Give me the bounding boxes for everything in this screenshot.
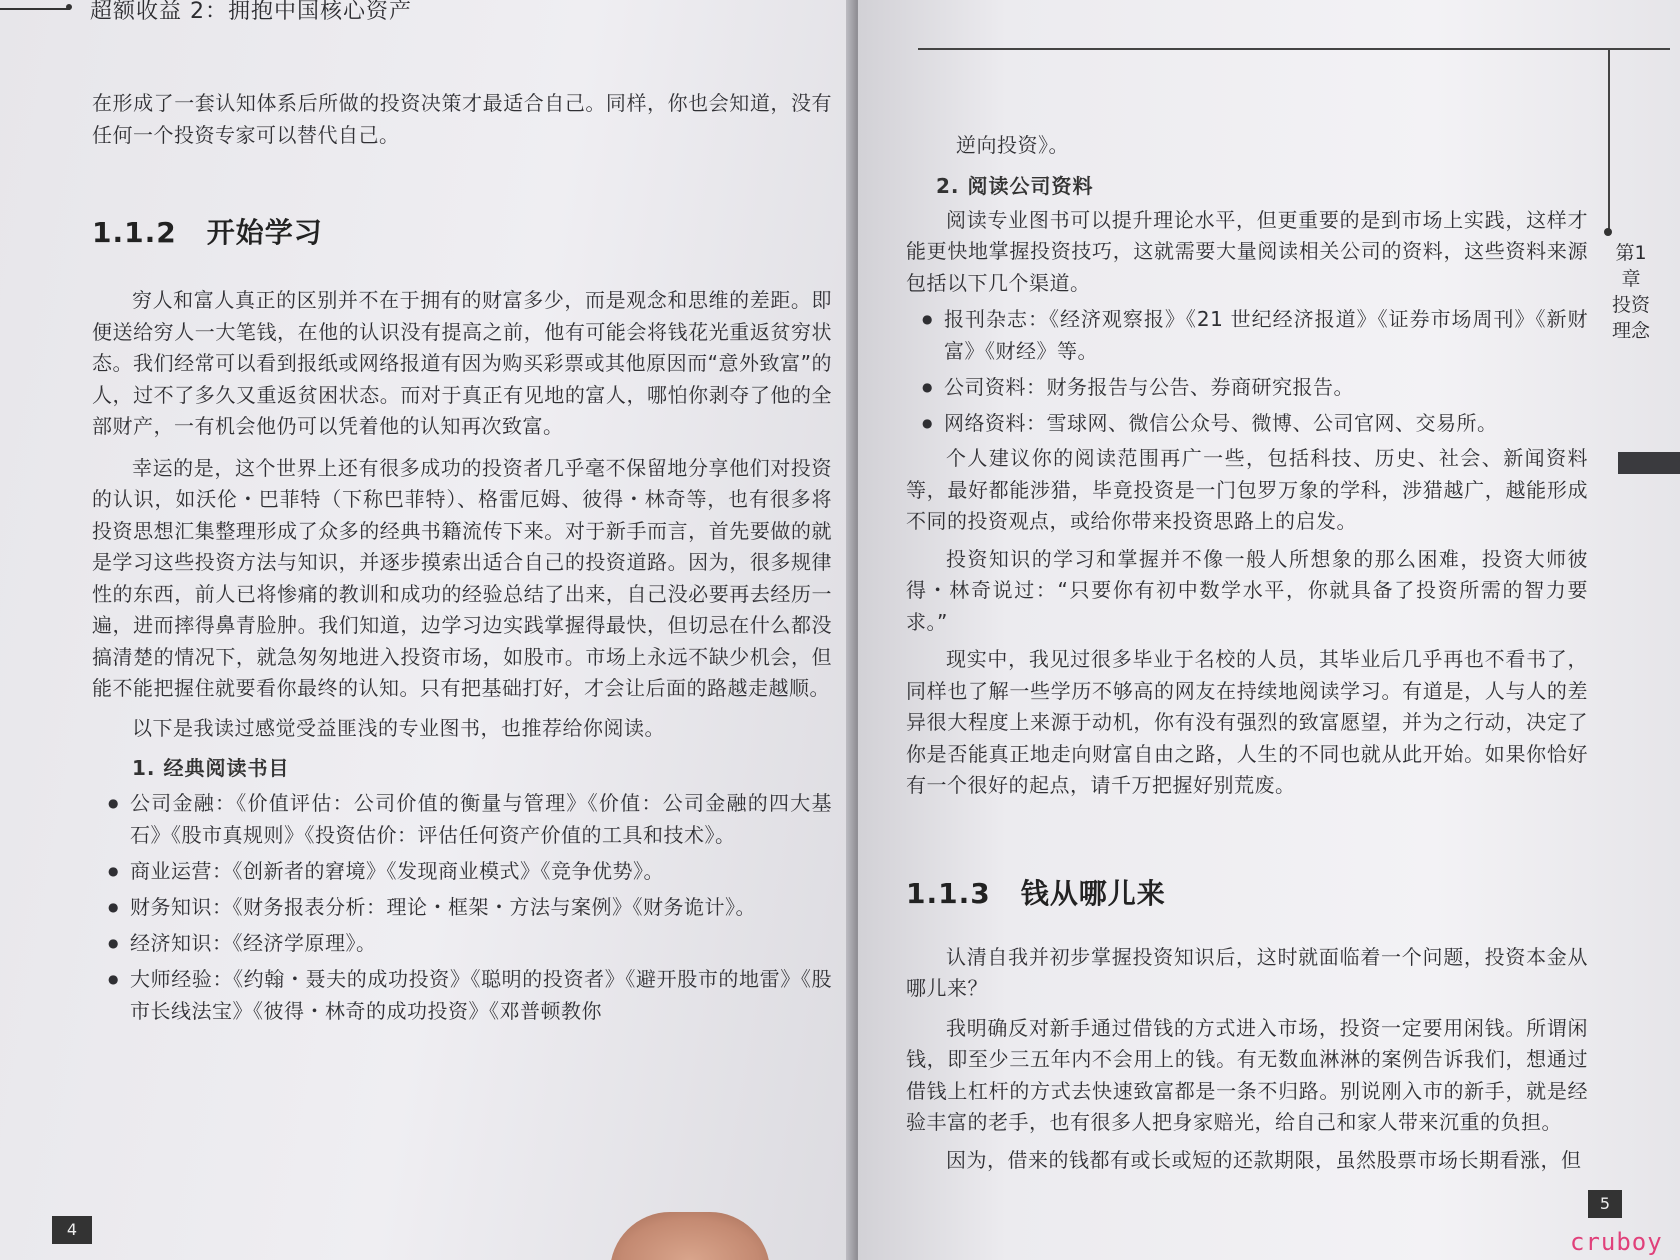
chapter-tab: 第1章 投资理念 <box>1612 242 1651 342</box>
list-item: ● 网络资料：雪球网、微信公众号、微博、公司官网、交易所。 <box>906 407 1588 439</box>
page-number: 5 <box>1588 1190 1622 1218</box>
thumb <box>610 1212 770 1260</box>
section-heading-1-1-3 <box>906 872 1588 912</box>
list-item: ● 财务知识：《财务报表分析：理论・框架・方法与案例》《财务诡计》。 <box>92 891 832 923</box>
right-page <box>858 0 1680 1260</box>
list-item: ● 经济知识：《经济学原理》。 <box>92 927 832 959</box>
section-number: 1.1.2 <box>92 216 177 249</box>
list-item: ● 公司金融：《价值评估：公司价值的衡量与管理》《价值：公司金融的四大基石》《股市真规则》《投资估价：评估任何资产价值的工具和技术》。 <box>92 787 832 851</box>
paragraph: 认清自我并初步掌握投资知识后，这时就面临着一个问题，投资本金从哪儿来？ <box>906 944 1588 1000</box>
list-item: ● 商业运营：《创新者的窘境》《发现商业模式》《竞争优势》。 <box>92 855 832 887</box>
right-page-body <box>906 130 1588 1176</box>
running-head-dot <box>66 4 72 10</box>
intro-paragraph: 在形成了一套认知体系后所做的投资决策才最适合自己。同样，你也会知道，没有任何一个投资专家可以替代自己。 <box>92 91 832 147</box>
frame-rule <box>918 48 1670 50</box>
paragraph: 个人建议你的阅读范围再广一些，包括科技、历史、社会、新闻资料等，最好都能涉猎，毕竟投资是一门包罗万象的学科，涉猎越广，越能形成不同的投资观点，或给你带来投资思路上的启发。 <box>906 446 1588 533</box>
running-head: 超额收益 2：拥抱中国核心资产 <box>90 0 412 24</box>
frame-dot <box>1604 228 1612 236</box>
paragraph: 阅读专业图书可以提升理论水平，但更重要的是到市场上实践，这样才能更快地掌握投资技巧，这就需要大量阅读相关公司的资料，这些资料来源包括以下几个渠道。 <box>906 207 1588 295</box>
section-title: 开始学习 <box>206 216 323 249</box>
paragraph: 投资知识的学习和掌握并不像一般人所想象的那么困难，投资大师彼得・林奇说过：“只要你有初中数学水平，你就具备了投资所需的智力要求。” <box>906 546 1588 634</box>
watermark: cruboy <box>1570 1228 1663 1256</box>
list-item: ● 大师经验：《约翰・聂夫的成功投资》《聪明的投资者》《避开股市的地雷》《股市长线法宝》《彼得・林奇的成功投资》《邓普顿教你 <box>92 963 832 1027</box>
paragraph: 以下是我读过感觉受益匪浅的专业图书，也推荐给你阅读。 <box>132 715 665 740</box>
chapter-marker <box>1618 452 1680 474</box>
left-page-body <box>92 88 832 1031</box>
paragraph: 逆向投资》。 <box>956 133 1069 157</box>
section-title: 钱从哪儿来 <box>1020 876 1166 910</box>
channel-list <box>906 303 1588 439</box>
paragraph: 现实中，我见过很多毕业于名校的人员，其毕业后几乎再也不看书了，同样也了解一些学历不够高的网友在持续地阅读学习。有道是，人与人的差异很大程度上来源于动机，你有没有强烈的致富愿望，并为之行动，决定了你是否能真正地走向财富自由之路，人生的不同也就从此开始。如果你恰好有一个很好的起点，请千万把握好别荒废。 <box>906 647 1588 797</box>
list-item: ● 报刊杂志：《经济观察报》《21 世纪经济报道》《证券市场周刊》《新财富》《财经》等。 <box>906 303 1588 367</box>
paragraph: 因为，借来的钱都有或长或短的还款期限，虽然股票市场长期看涨，但 <box>946 1147 1582 1172</box>
paragraph: 我明确反对新手通过借钱的方式进入市场，投资一定要用闲钱。所谓闲钱，即至少三五年内不会用上的钱。有无数血淋淋的案例告诉我们，想通过借钱上杠杆的方式去快速致富都是一条不归路。别说刚入市的新手，就是经验丰富的老手，也有很多人把身家赔光，给自己和家人带来沉重的负担。 <box>906 1015 1588 1134</box>
subheading-classic-books: 1. 经典阅读书目 <box>132 756 290 780</box>
list-item: ● 公司资料：财务报告与公告、券商研究报告。 <box>906 371 1588 403</box>
frame-rule <box>1608 48 1610 233</box>
subheading-company-data: 2. 阅读公司资料 <box>936 173 1094 198</box>
section-heading-1-1-2 <box>92 211 832 251</box>
running-head-rule <box>0 8 70 10</box>
paragraph: 幸运的是，这个世界上还有很多成功的投资者几乎毫不保留地分享他们对投资的认识，如沃伦・巴菲特（下称巴菲特）、格雷厄姆、彼得・林奇等，也有很多将投资思想汇集整理形成了众多的经典书籍流传下来。对于新手而言，首先要做的就是学习这些投资方法与知识，并逐步摸索出适合自己的投资道路。因为，很多规律性的东西，前人已将惨痛的教训和成功的经验总结了出来，自己没必要再去经历一遍，进而摔得鼻青脸肿。我们知道，边学习边实践掌握得最快，但切忌在什么都没搞清楚的情况下，就急匆匆地进入投资市场，如股市。市场上永远不缺少机会，但能不能把握住就要看你最终的认知。只有把基础打好，才会让后面的路越走越顺。 <box>92 455 832 700</box>
book-list <box>92 787 832 1027</box>
page-number: 4 <box>52 1216 92 1244</box>
section-number: 1.1.3 <box>906 876 991 910</box>
paragraph: 穷人和富人真正的区别并不在于拥有的财富多少，而是观念和思维的差距。即便送给穷人一大笔钱，在他的认识没有提高之前，他有可能会将钱花光重返贫穷状态。我们经常可以看到报纸或网络报道有因为购买彩票或其他原因而“意外致富”的人，过不了多久又重返贫困状态。而对于真正有见地的富人，哪怕你剥夺了他的全部财产，一有机会他仍可以凭着他的认知再次致富。 <box>92 288 832 438</box>
